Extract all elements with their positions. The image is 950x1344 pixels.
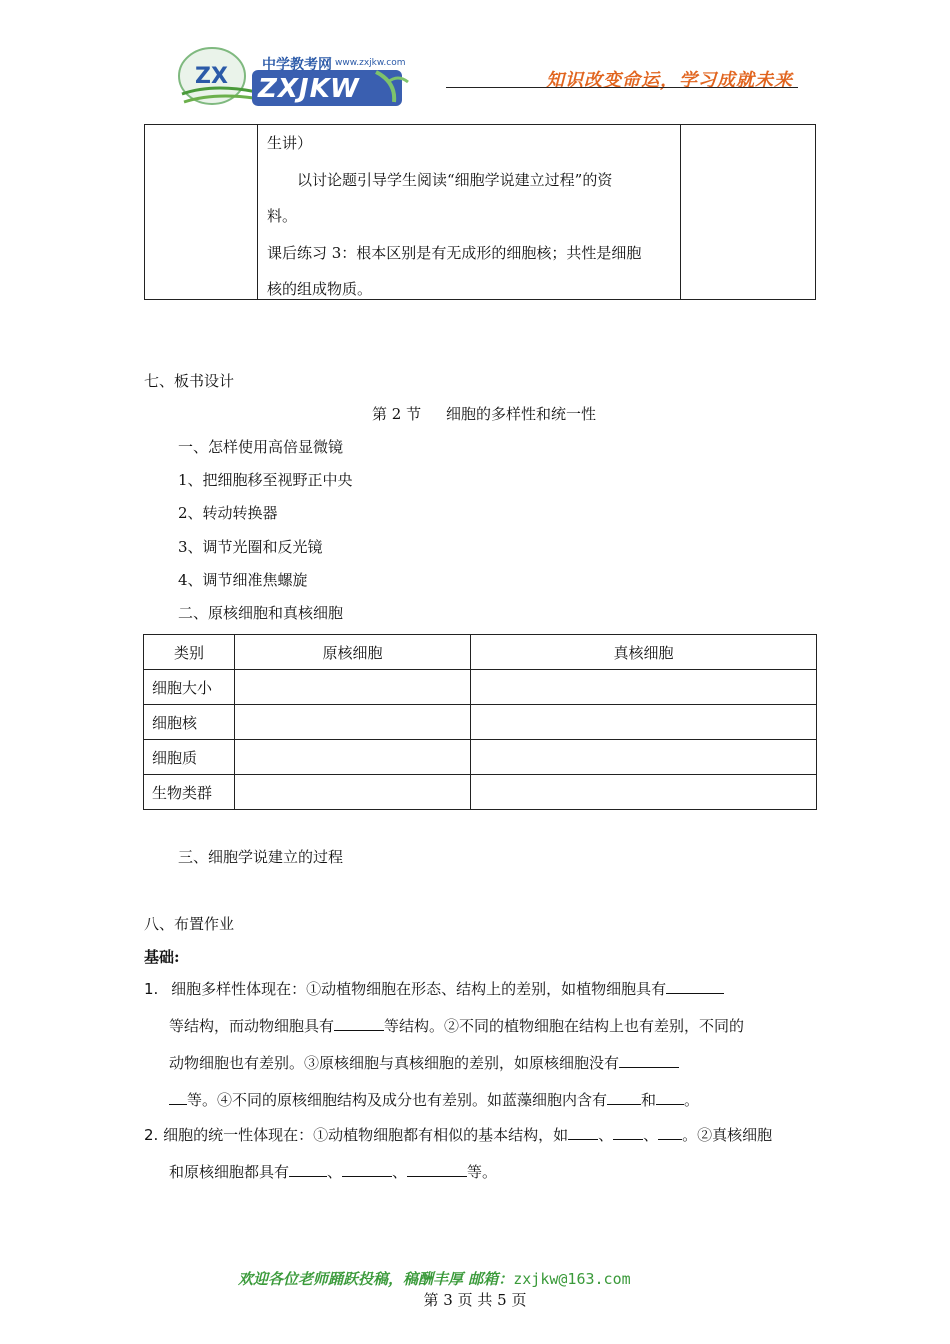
table-cell xyxy=(235,670,471,705)
table-cell xyxy=(471,705,817,740)
lesson-title: 细胞的多样性和统一性 xyxy=(446,405,597,423)
separator: 、 xyxy=(643,1126,659,1144)
question-text: 等结构，而动物细胞具有 xyxy=(169,1017,335,1035)
logo-badge: ZX xyxy=(195,64,228,89)
question-text: 动物细胞也有差别。③原核细胞与真核细胞的差别，如原核细胞没有 xyxy=(169,1054,620,1072)
footer-email[interactable]: zxjkw@163.com xyxy=(513,1270,631,1288)
table-line: 生讲） xyxy=(267,134,313,152)
answer-blank[interactable] xyxy=(334,1016,384,1031)
row-header: 生物类群 xyxy=(144,775,235,810)
table-header-row xyxy=(144,635,817,670)
answer-blank[interactable] xyxy=(656,1090,684,1105)
table-cell xyxy=(471,670,817,705)
question-text: 。 xyxy=(684,1091,700,1109)
question-number: 2. xyxy=(144,1126,159,1144)
question-text: 等结构。②不同的植物细胞在结构上也有差别，不同的 xyxy=(384,1017,745,1035)
lesson-table-fragment xyxy=(144,124,816,300)
question-1 xyxy=(144,971,824,1119)
row-header: 细胞质 xyxy=(144,740,235,775)
page-number: 第 3 页 共 5 页 xyxy=(423,1291,527,1309)
question-text: 细胞的统一性体现在：①动植物细胞都有相似的基本结构，如 xyxy=(163,1126,569,1144)
table-cell xyxy=(471,775,817,810)
outline-step: 1、把细胞移至视野正中央 xyxy=(178,471,353,489)
answer-blank[interactable] xyxy=(289,1162,327,1177)
table-cell xyxy=(235,705,471,740)
comparison-table xyxy=(143,634,817,810)
question-2 xyxy=(144,1117,824,1191)
section-heading: 七、板书设计 xyxy=(144,372,235,390)
answer-blank[interactable] xyxy=(568,1125,598,1140)
question-text: 和原核细胞都具有 xyxy=(169,1163,290,1181)
answer-blank[interactable] xyxy=(613,1125,643,1140)
table-divider xyxy=(680,125,681,299)
column-header: 真核细胞 xyxy=(471,635,817,670)
row-header: 细胞核 xyxy=(144,705,235,740)
outline-item: 三、细胞学说建立的过程 xyxy=(178,848,344,866)
table-row xyxy=(144,775,817,810)
table-line: 核的组成物质。 xyxy=(267,280,373,298)
table-row xyxy=(144,740,817,775)
answer-blank[interactable] xyxy=(607,1090,641,1105)
question-number: 1. xyxy=(144,980,159,998)
column-header: 类别 xyxy=(144,635,235,670)
table-cell xyxy=(235,775,471,810)
question-text: 。②真核细胞 xyxy=(682,1126,773,1144)
answer-blank[interactable] xyxy=(666,979,724,994)
table-cell xyxy=(471,740,817,775)
question-text: 和 xyxy=(641,1091,657,1109)
question-text: 等。 xyxy=(467,1163,498,1181)
table-line: 料。 xyxy=(267,207,298,225)
outline-item: 一、怎样使用高倍显微镜 xyxy=(178,438,344,456)
answer-blank[interactable] xyxy=(342,1162,392,1177)
footer-text: 欢迎各位老师踊跃投稿，稿酬丰厚 邮箱： xyxy=(238,1270,514,1288)
basic-label: 基础: xyxy=(144,948,180,966)
answer-blank[interactable] xyxy=(619,1053,679,1068)
outline-item: 二、原核细胞和真核细胞 xyxy=(178,604,344,622)
answer-blank[interactable] xyxy=(658,1125,682,1140)
question-text: 等。④不同的原核细胞结构及成分也有差别。如蓝藻细胞内含有 xyxy=(187,1091,608,1109)
table-line: 以讨论题引导学生阅读“细胞学说建立过程”的资 xyxy=(297,170,613,189)
header-slogan: 知识改变命运，学习成就未来 xyxy=(546,70,793,91)
answer-blank[interactable] xyxy=(169,1090,187,1105)
table-row xyxy=(144,705,817,740)
outline-step: 3、调节光圈和反光镜 xyxy=(178,538,323,556)
table-divider xyxy=(257,125,258,299)
header-rule xyxy=(446,87,798,88)
row-header: 细胞大小 xyxy=(144,670,235,705)
separator: 、 xyxy=(598,1126,614,1144)
outline-step: 4、调节细准焦螺旋 xyxy=(178,571,308,589)
logo-text: ZXJKW xyxy=(258,74,360,104)
column-header: 原核细胞 xyxy=(235,635,471,670)
separator: 、 xyxy=(392,1163,408,1181)
outline-step: 2、转动转换器 xyxy=(178,504,278,522)
site-url: www.zxjkw.com xyxy=(335,58,406,68)
table-row xyxy=(144,670,817,705)
table-cell xyxy=(235,740,471,775)
footer-call-for-submissions xyxy=(238,1268,631,1289)
table-cell-content xyxy=(267,125,675,308)
section-heading: 八、布置作业 xyxy=(144,915,235,933)
table-line: 课后练习 3：根本区别是有无成形的细胞核；共性是细胞 xyxy=(267,243,642,262)
question-text: 细胞多样性体现在：①动植物细胞在形态、结构上的差别，如植物细胞具有 xyxy=(171,980,667,998)
lesson-number: 第 2 节 xyxy=(372,405,422,423)
answer-blank[interactable] xyxy=(407,1162,467,1177)
site-name: 中学教考网 xyxy=(262,57,332,73)
separator: 、 xyxy=(327,1163,343,1181)
